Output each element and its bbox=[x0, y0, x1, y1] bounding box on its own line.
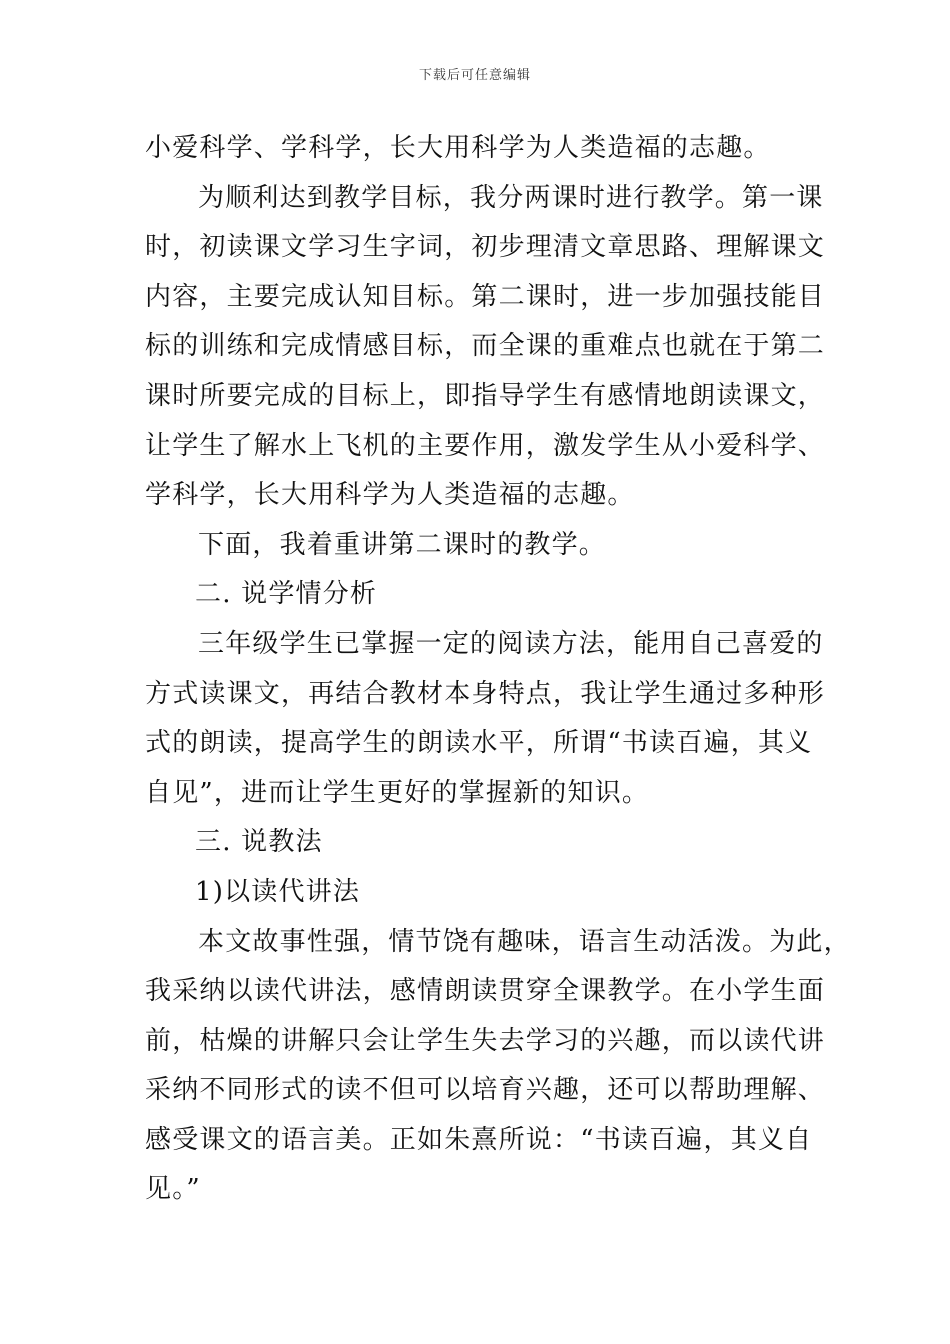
text-line: 时，初读课文学习生字词，初步理清文章思路、理解课文 bbox=[145, 232, 826, 263]
text-line: 式的朗读，提高学生的朗读水平，所谓“书读百遍，其义 bbox=[145, 728, 813, 759]
text-line: 标的训练和完成情感目标，而全课的重难点也就在于第二 bbox=[145, 331, 826, 362]
text-line: 前，枯燥的讲解只会让学生失去学习的兴趣，而以读代讲 bbox=[145, 1025, 826, 1056]
text-line: 学科学，长大用科学为人类造福的志趣。 bbox=[145, 480, 635, 511]
header-watermark: 下载后可任意编辑 bbox=[418, 68, 531, 83]
subsection-heading: 1)以读代讲法 bbox=[195, 876, 361, 907]
text-line: 为顺利达到教学目标，我分两课时进行教学。第一课 bbox=[198, 182, 824, 213]
text-line: 内容，主要完成认知目标。第二课时，进一步加强技能目 bbox=[145, 281, 826, 312]
text-line: 下面，我着重讲第二课时的教学。 bbox=[198, 529, 607, 560]
text-line: 见。” bbox=[145, 1174, 201, 1205]
text-line: 本文故事性强，情节饶有趣味，语言生动活泼。为此， bbox=[198, 926, 851, 957]
body-text bbox=[145, 124, 851, 1215]
text-line: 我采纳以读代讲法，感情朗读贯穿全课教学。在小学生面 bbox=[145, 976, 826, 1007]
text-line: 方式读课文，再结合教材本身特点，我让学生通过多种形 bbox=[145, 678, 826, 709]
text-line: 采纳不同形式的读不但可以培育兴趣，还可以帮助理解、 bbox=[145, 1075, 826, 1106]
text-line: 自见”，进而让学生更好的掌握新的知识。 bbox=[145, 777, 650, 808]
section-heading: 二. 说学情分析 bbox=[195, 579, 378, 610]
text-line: 小爱科学、学科学，长大用科学为人类造福的志趣。 bbox=[145, 133, 771, 163]
section-heading: 三. 说教法 bbox=[195, 827, 323, 858]
text-line: 感受课文的语言美。正如朱熹所说：“书读百遍，其义自 bbox=[145, 1124, 813, 1155]
text-line: 三年级学生已掌握一定的阅读方法，能用自己喜爱的 bbox=[198, 628, 824, 659]
text-line: 课时所要完成的目标上，即指导学生有感情地朗读课文， bbox=[145, 380, 826, 411]
text-line: 让学生了解水上飞机的主要作用，激发学生从小爱科学、 bbox=[145, 430, 826, 461]
